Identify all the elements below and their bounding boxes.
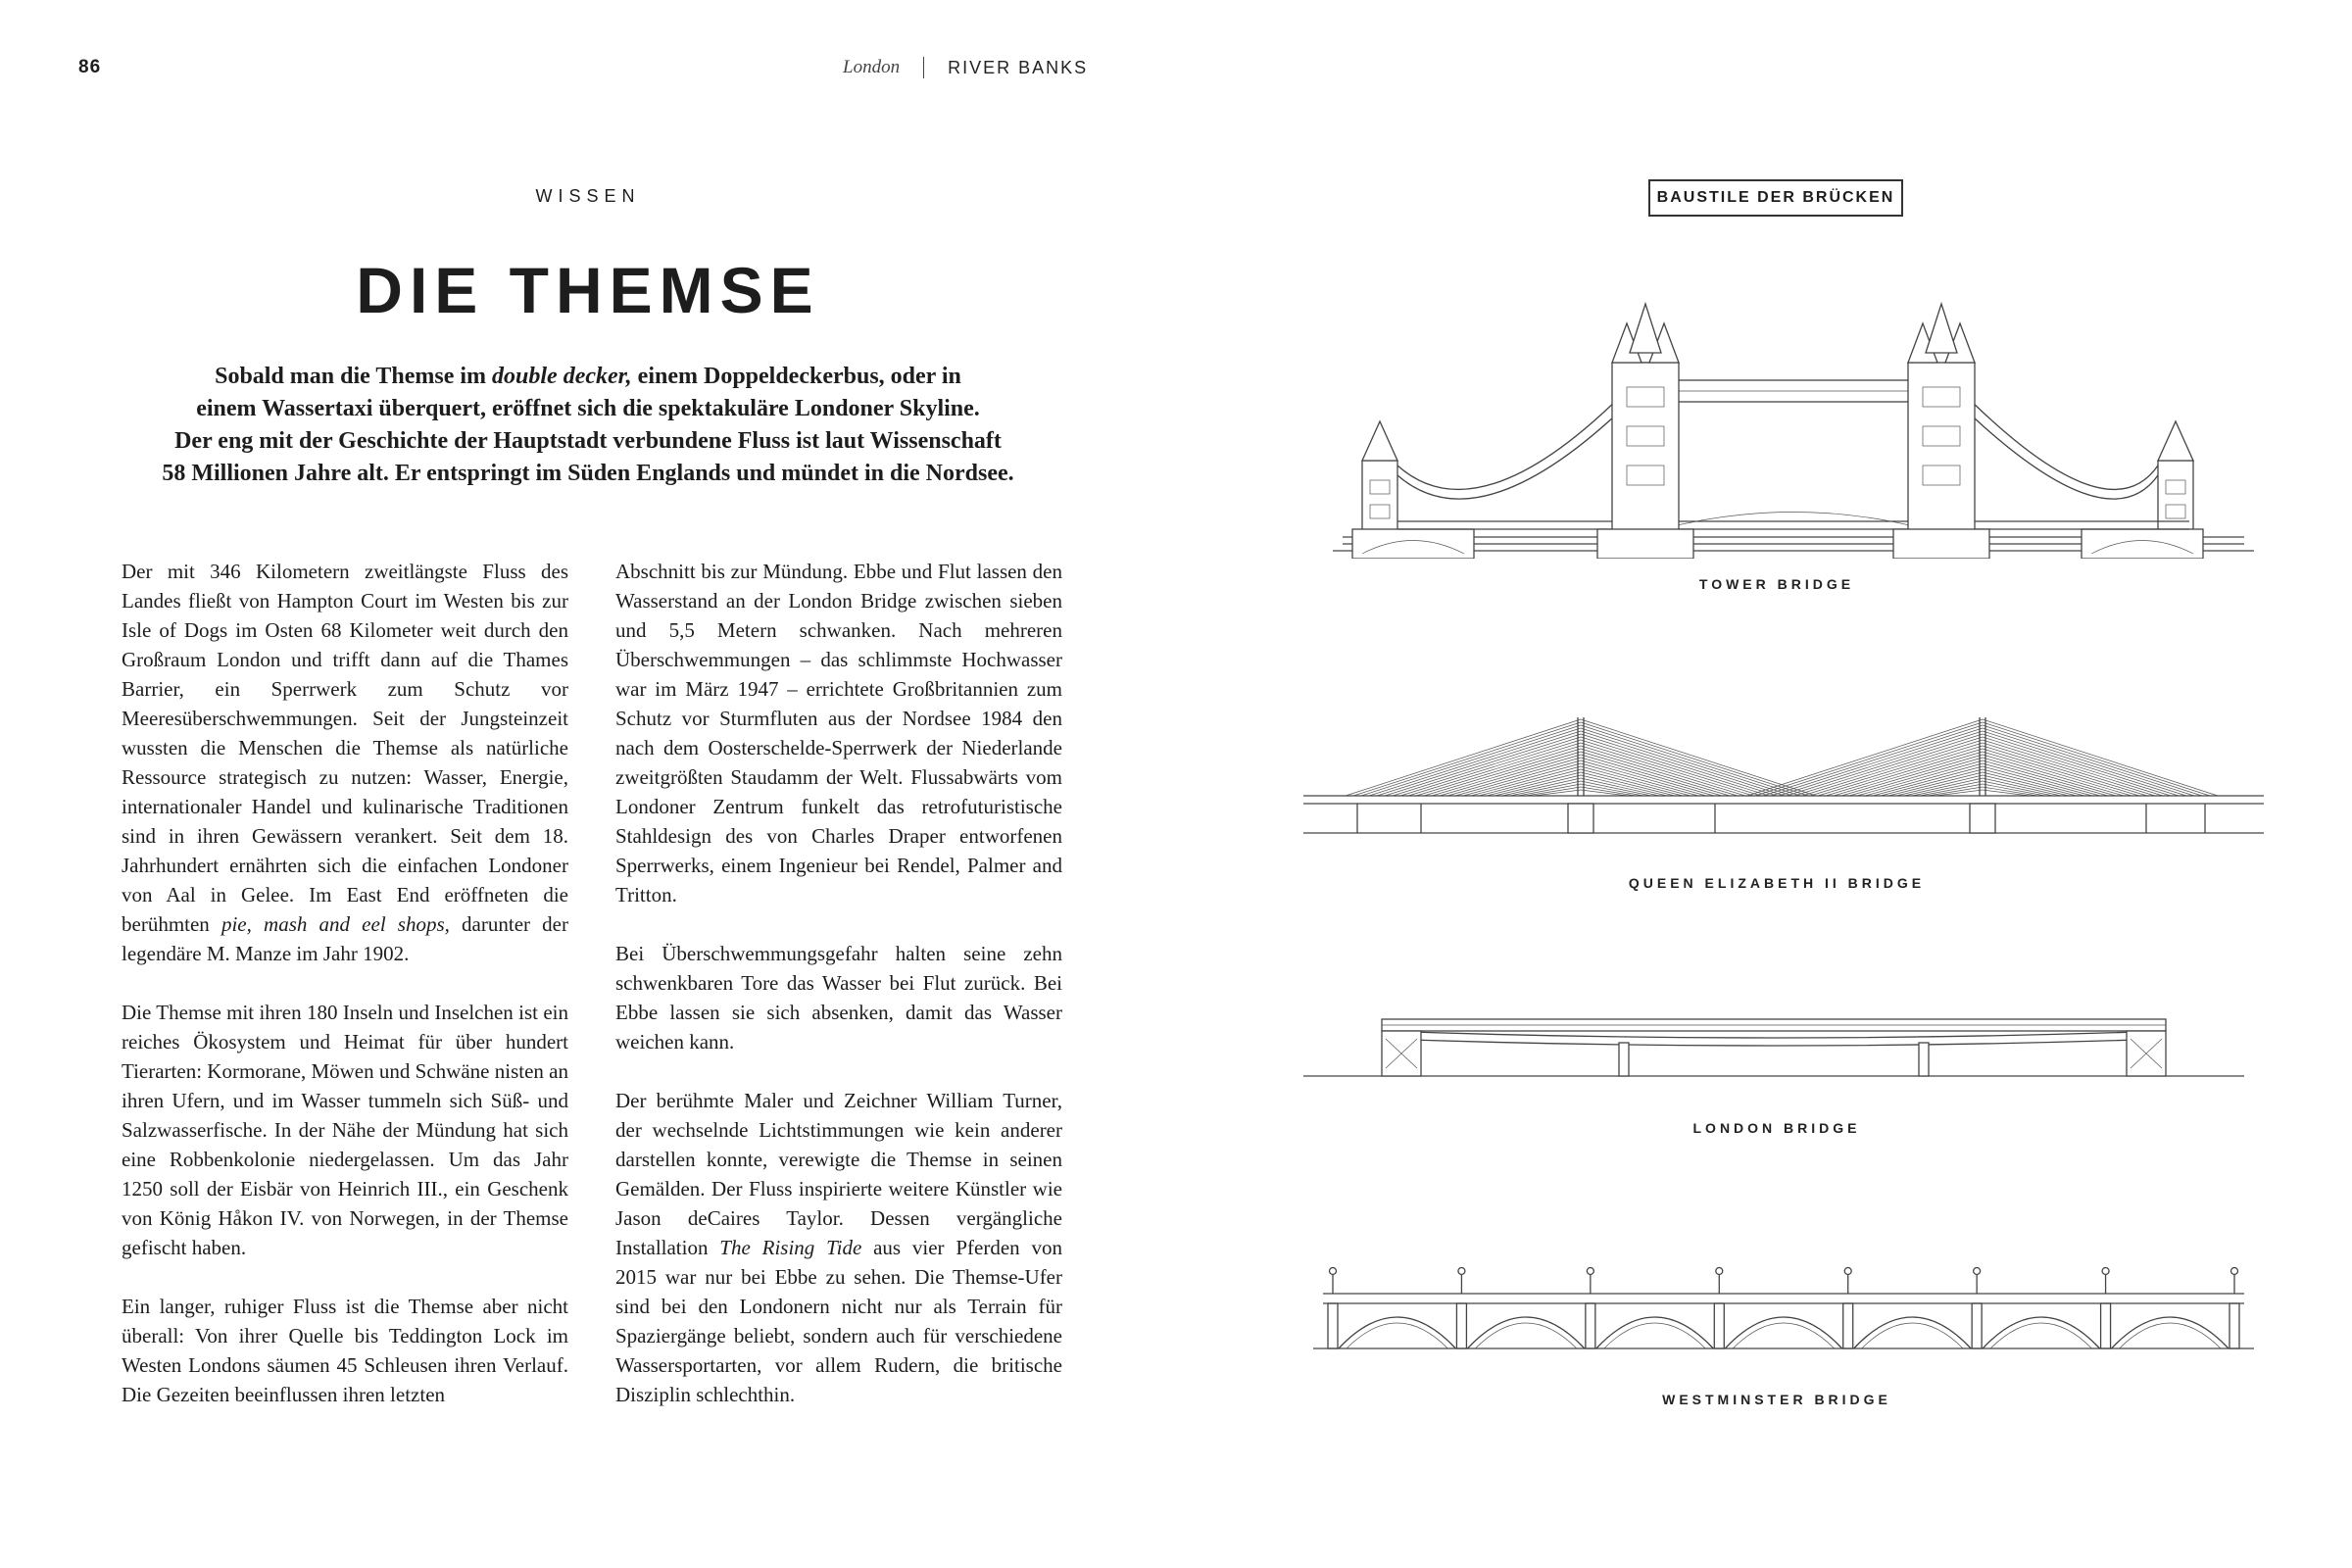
london-bridge-illustration	[1303, 1009, 2244, 1078]
bridge-caption: TOWER BRIDGE	[1698, 576, 1855, 592]
body-paragraph: Bei Überschwemmungsgefahr halten seine zehn schwenkbaren Tore das Wasser bei Flut zurück. Bei Ebbe lassen sie sich absenken, damit das Wasser weichen kann.	[615, 942, 1062, 1054]
body-text: Der mit 346 Kilometern zweitlängste Fluss des Landes fließt von Hampton Court im Westen bis zur Isle of Dogs im Osten 68 Kilometer weit durch den Großraum London und trifft dann auf die Thames Barrier, ein Sperrwerk zum Schutz vor Meeresüberschwemmungen. Seit der Jungsteinzeit wussten die Menschen die Themse als natürliche Ressource strategisch zu nutzen: Wasser, Energie, internationaler Handel und kulinarische Traditionen sind in ihren Gewässern verankert. Seit dem 18. Jahrhundert ernährten sich die einfachen Londoner von Aal in Gelee. Im East End eröffneten die berühmten	[122, 560, 568, 936]
running-header	[843, 57, 1235, 78]
westminster-bridge-illustration	[1313, 1264, 2254, 1352]
body-text: aus vier Pferden von 2015 war nur bei Ebbe zu sehen. Die Themse-Ufer sind bei den Londonern nicht nur als Terrain für Spaziergänge beliebt, sondern auch für verschiedene Wassersportarten, vor allem Rudern, die britische Disziplin schlechthin.	[615, 1236, 1062, 1406]
lead-line-3: Der eng mit der Geschichte der Hauptstadt verbundene Fluss ist laut Wissenschaft	[174, 428, 1002, 454]
body-paragraph	[615, 1086, 1062, 1409]
lead-line-2: einem Wassertaxi überquert, eröffnet sich die spektakuläre Londoner Skyline.	[196, 396, 980, 421]
running-header-section: RIVER BANKS	[948, 57, 1089, 77]
bridge-caption: LONDON BRIDGE	[1692, 1120, 1861, 1136]
bridge-styles-heading: BAUSTILE DER BRÜCKEN	[1648, 179, 1903, 217]
bridge-caption: WESTMINSTER BRIDGE	[1662, 1392, 1891, 1407]
running-header-divider	[923, 57, 924, 78]
body-paragraph	[122, 557, 568, 968]
bridge-caption: QUEEN ELIZABETH II BRIDGE	[1628, 875, 1926, 891]
lead-line-1	[127, 361, 1049, 393]
page-number: 86	[78, 57, 102, 77]
body-text: Der berühmte Maler und Zeichner William Turner, der wechselnde Lichtstimmungen wie kein anderer darstellen konnte, verewigte die Themse in seinen Gemälden. Der Fluss inspirierte weitere Künstler wie Jason deCaires Taylor. Dessen vergängliche Installation	[615, 1089, 1062, 1259]
lead-text: einem Doppeldeckerbus, oder in	[631, 364, 961, 389]
lead-text: Sobald man die Themse im	[215, 364, 493, 389]
article-kicker: WISSEN	[535, 186, 641, 206]
running-header-city: London	[843, 57, 901, 77]
article-title: DIE THEMSE	[356, 254, 820, 326]
queen-elizabeth-ii-bridge-illustration	[1303, 706, 2264, 843]
article-lead	[127, 361, 1049, 490]
body-emphasis: pie, mash and eel shops,	[220, 912, 450, 936]
body-text: darunter der legendäre M. Manze im Jahr 1902.	[122, 912, 568, 965]
body-column-1	[122, 557, 568, 1439]
body-paragraph: Die Themse mit ihren 180 Inseln und Inselchen ist ein reiches Ökosystem und Heimat für über hundert Tierarten: Kormorane, Möwen und Schwäne nisten an ihren Ufern, und im Wasser tummeln sich Süß- und Salzwasserfische. In der Nähe der Mündung hat sich eine Robbenkolonie niedergelassen. Um das Jahr 1250 soll der Eisbär von Heinrich III., ein Geschenk von König Håkon IV. von Norwegen, in der Themse gefischt haben.	[122, 1001, 568, 1259]
lead-line-4: 58 Millionen Jahre alt. Er entspringt im Süden Englands und mündet in die Nordsee.	[162, 461, 1014, 486]
lead-emphasis: double decker,	[492, 364, 632, 389]
body-paragraph: Abschnitt bis zur Mündung. Ebbe und Flut lassen den Wasserstand an der London Bridge zwischen sieben und 5,5 Metern schwanken. Nach mehreren Überschwemmungen – das schlimmste Hochwasser war im März 1947 – errichtete Großbritannien zum Schutz vor Sturmfluten aus der Nordsee 1984 den nach dem Oosterschelde-Sperrwerk der Niederlande zweitgrößten Staudamm der Welt. Flussabwärts vom Londoner Zentrum funkelt das retrofuturistische Stahldesign des von Charles Draper entworfenen Sperrwerks, einem Ingenieur bei Rendel, Palmer and Tritton.	[615, 560, 1062, 906]
body-column-2	[615, 557, 1062, 1439]
body-paragraph: Ein langer, ruhiger Fluss ist die Themse aber nicht überall: Von ihrer Quelle bis Teddington Lock im Westen Londons säumen 45 Schleusen ihren Verlauf. Die Gezeiten beeinflussen ihren letzten	[122, 1295, 568, 1406]
tower-bridge-illustration	[1333, 294, 2254, 559]
body-emphasis: The Rising Tide	[719, 1236, 862, 1259]
